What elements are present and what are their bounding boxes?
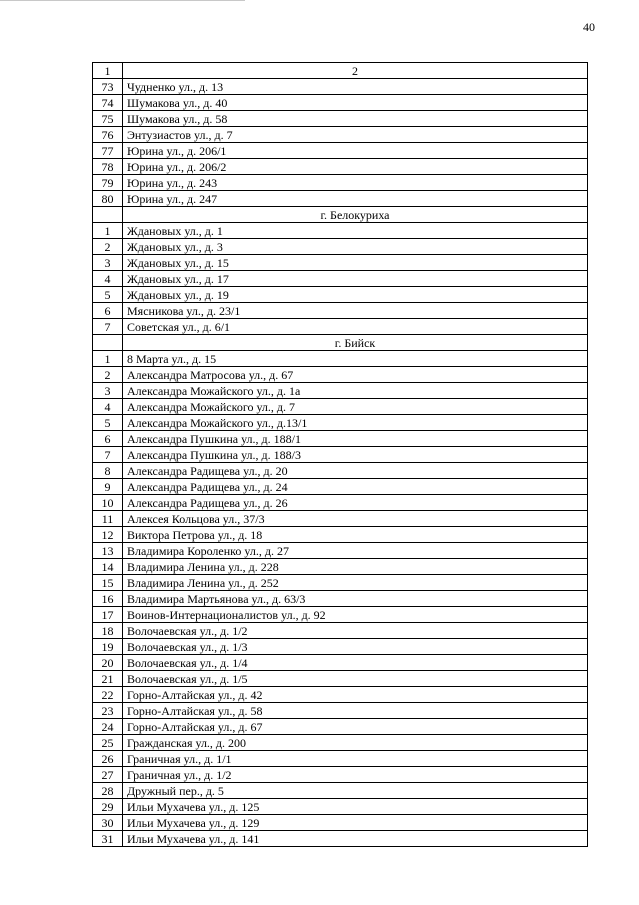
row-number: 2	[93, 239, 123, 255]
table-row	[93, 559, 588, 575]
row-address: Александра Пушкина ул., д. 188/3	[123, 447, 588, 463]
table-row	[93, 463, 588, 479]
section-title-spacer	[93, 335, 123, 351]
section-title-row	[93, 335, 588, 351]
row-number: 78	[93, 159, 123, 175]
row-number: 25	[93, 735, 123, 751]
row-address: Ильи Мухачева ул., д. 141	[123, 831, 588, 847]
row-address: Алексея Кольцова ул., 37/3	[123, 511, 588, 527]
row-number: 2	[93, 367, 123, 383]
table-row	[93, 223, 588, 239]
row-address: Александра Матросова ул., д. 67	[123, 367, 588, 383]
table-row	[93, 127, 588, 143]
table-row	[93, 591, 588, 607]
row-address: Виктора Петрова ул., д. 18	[123, 527, 588, 543]
section-title: г. Бийск	[123, 335, 588, 351]
row-address: Александра Радищева ул., д. 20	[123, 463, 588, 479]
row-address: Граничная ул., д. 1/2	[123, 767, 588, 783]
row-address: Горно-Алтайская ул., д. 67	[123, 719, 588, 735]
row-number: 13	[93, 543, 123, 559]
row-number: 74	[93, 95, 123, 111]
table-row	[93, 479, 588, 495]
row-number: 30	[93, 815, 123, 831]
row-address: Юрина ул., д. 206/1	[123, 143, 588, 159]
table-row	[93, 271, 588, 287]
row-address: Волочаевская ул., д. 1/4	[123, 655, 588, 671]
table-row	[93, 159, 588, 175]
row-address: Волочаевская ул., д. 1/2	[123, 623, 588, 639]
row-address: Владимира Ленина ул., д. 252	[123, 575, 588, 591]
row-number: 5	[93, 287, 123, 303]
row-number: 3	[93, 383, 123, 399]
row-address: Владимира Мартьянова ул., д. 63/3	[123, 591, 588, 607]
table-row	[93, 831, 588, 847]
table-row	[93, 799, 588, 815]
page-number: 40	[583, 20, 595, 34]
row-address: Горно-Алтайская ул., д. 58	[123, 703, 588, 719]
row-address: Владимира Короленко ул., д. 27	[123, 543, 588, 559]
row-number: 27	[93, 767, 123, 783]
header-col-2: 2	[123, 63, 588, 79]
table-row	[93, 303, 588, 319]
table-row	[93, 367, 588, 383]
table-row	[93, 383, 588, 399]
row-number: 18	[93, 623, 123, 639]
row-number: 4	[93, 399, 123, 415]
row-number: 1	[93, 223, 123, 239]
row-address: Юрина ул., д. 247	[123, 191, 588, 207]
row-number: 76	[93, 127, 123, 143]
table-row	[93, 79, 588, 95]
row-number: 19	[93, 639, 123, 655]
row-number: 80	[93, 191, 123, 207]
row-number: 73	[93, 79, 123, 95]
row-number: 5	[93, 415, 123, 431]
table-row	[93, 239, 588, 255]
table-row	[93, 543, 588, 559]
row-number: 10	[93, 495, 123, 511]
table-row	[93, 431, 588, 447]
table-row	[93, 607, 588, 623]
row-number: 16	[93, 591, 123, 607]
row-number: 24	[93, 719, 123, 735]
row-address: Шумакова ул., д. 58	[123, 111, 588, 127]
row-address: Шумакова ул., д. 40	[123, 95, 588, 111]
row-address: Граничная ул., д. 1/1	[123, 751, 588, 767]
row-number: 77	[93, 143, 123, 159]
row-address: Ждановых ул., д. 19	[123, 287, 588, 303]
table-row	[93, 783, 588, 799]
section-title: г. Белокуриха	[123, 207, 588, 223]
row-address: Воинов-Интернационалистов ул., д. 92	[123, 607, 588, 623]
row-number: 11	[93, 511, 123, 527]
row-number: 8	[93, 463, 123, 479]
row-address: Юрина ул., д. 206/2	[123, 159, 588, 175]
row-number: 21	[93, 671, 123, 687]
row-address: Ильи Мухачева ул., д. 125	[123, 799, 588, 815]
table-row	[93, 671, 588, 687]
table-row	[93, 95, 588, 111]
row-address: Владимира Ленина ул., д. 228	[123, 559, 588, 575]
row-number: 28	[93, 783, 123, 799]
table-row	[93, 175, 588, 191]
row-address: Александра Можайского ул., д. 1а	[123, 383, 588, 399]
table-row	[93, 287, 588, 303]
table-row	[93, 639, 588, 655]
row-number: 22	[93, 687, 123, 703]
top-divider-line	[0, 0, 245, 1]
table-row	[93, 511, 588, 527]
table-row	[93, 319, 588, 335]
row-number: 20	[93, 655, 123, 671]
row-address: Ждановых ул., д. 1	[123, 223, 588, 239]
table-row	[93, 735, 588, 751]
table-row	[93, 687, 588, 703]
row-address: Александра Можайского ул., д.13/1	[123, 415, 588, 431]
address-table-body	[93, 63, 588, 847]
row-number: 7	[93, 319, 123, 335]
table-row	[93, 351, 588, 367]
section-title-row	[93, 207, 588, 223]
table-row	[93, 527, 588, 543]
row-number: 6	[93, 431, 123, 447]
row-number: 31	[93, 831, 123, 847]
row-number: 1	[93, 351, 123, 367]
row-address: Ждановых ул., д. 17	[123, 271, 588, 287]
row-number: 75	[93, 111, 123, 127]
row-address: Ждановых ул., д. 3	[123, 239, 588, 255]
table-row	[93, 575, 588, 591]
row-number: 15	[93, 575, 123, 591]
row-address: Дружный пер., д. 5	[123, 783, 588, 799]
header-row	[93, 63, 588, 79]
row-address: Александра Радищева ул., д. 26	[123, 495, 588, 511]
table-row	[93, 751, 588, 767]
row-address: Юрина ул., д. 243	[123, 175, 588, 191]
row-address: Гражданская ул., д. 200	[123, 735, 588, 751]
row-address: Александра Можайского ул., д. 7	[123, 399, 588, 415]
row-address: Советская ул., д. 6/1	[123, 319, 588, 335]
row-number: 9	[93, 479, 123, 495]
table-row	[93, 111, 588, 127]
row-number: 79	[93, 175, 123, 191]
table-row	[93, 143, 588, 159]
row-number: 29	[93, 799, 123, 815]
row-address: Волочаевская ул., д. 1/3	[123, 639, 588, 655]
row-number: 23	[93, 703, 123, 719]
header-col-1: 1	[93, 63, 123, 79]
table-row	[93, 655, 588, 671]
row-number: 6	[93, 303, 123, 319]
table-row	[93, 815, 588, 831]
table-row	[93, 767, 588, 783]
row-number: 12	[93, 527, 123, 543]
row-number: 4	[93, 271, 123, 287]
table-row	[93, 415, 588, 431]
address-table	[92, 62, 588, 847]
table-row	[93, 447, 588, 463]
row-number: 14	[93, 559, 123, 575]
table-row	[93, 719, 588, 735]
row-address: Горно-Алтайская ул., д. 42	[123, 687, 588, 703]
row-number: 17	[93, 607, 123, 623]
row-number: 7	[93, 447, 123, 463]
row-address: Александра Пушкина ул., д. 188/1	[123, 431, 588, 447]
row-number: 3	[93, 255, 123, 271]
row-address: Ждановых ул., д. 15	[123, 255, 588, 271]
table-row	[93, 623, 588, 639]
row-number: 26	[93, 751, 123, 767]
row-address: Ильи Мухачева ул., д. 129	[123, 815, 588, 831]
table-row	[93, 191, 588, 207]
section-title-spacer	[93, 207, 123, 223]
row-address: Мясникова ул., д. 23/1	[123, 303, 588, 319]
row-address: Энтузиастов ул., д. 7	[123, 127, 588, 143]
table-row	[93, 399, 588, 415]
row-address: Волочаевская ул., д. 1/5	[123, 671, 588, 687]
row-address: Чудненко ул., д. 13	[123, 79, 588, 95]
row-address: Александра Радищева ул., д. 24	[123, 479, 588, 495]
table-row	[93, 703, 588, 719]
table-row	[93, 255, 588, 271]
row-address: 8 Марта ул., д. 15	[123, 351, 588, 367]
table-row	[93, 495, 588, 511]
